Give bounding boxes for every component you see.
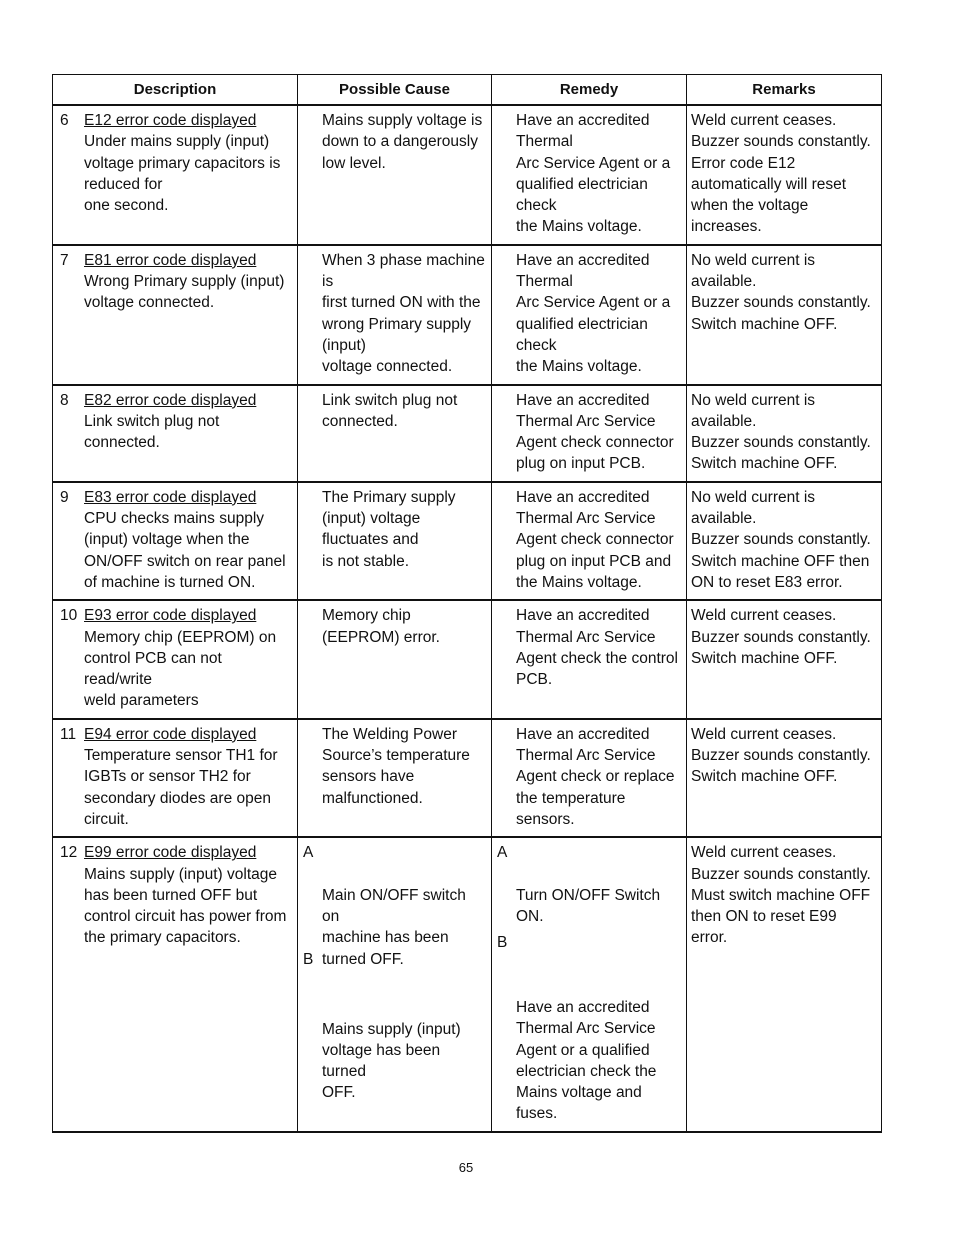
remedy-item-b bbox=[497, 934, 682, 1124]
remarks-cell: No weld current is available. Buzzer sounds constantly. Switch machine OFF then ON to reset E83 error. bbox=[687, 482, 882, 600]
table-row bbox=[53, 482, 882, 600]
error-code-title: E99 error code displayed bbox=[84, 844, 257, 862]
troubleshooting-table bbox=[52, 74, 882, 1133]
cause-letter-a: A bbox=[303, 844, 314, 862]
remedy-cell: Have an accredited Thermal Arc Service Agent or a qualified electrician check the Mains voltage. bbox=[492, 245, 687, 385]
possible-cause-cell: The Primary supply (input) voltage fluctuates and is not stable. bbox=[298, 482, 492, 600]
cause-item-a bbox=[303, 842, 487, 970]
row-number: 8 bbox=[60, 391, 69, 409]
remarks-cell: Weld current ceases. Buzzer sounds constantly. Switch machine OFF. bbox=[687, 719, 882, 837]
table-row bbox=[53, 719, 882, 837]
remedy-letter-b: B bbox=[497, 934, 508, 952]
remarks-cell: No weld current is available. Buzzer sounds constantly. Switch machine OFF. bbox=[687, 385, 882, 482]
possible-cause-cell: Memory chip (EEPROM) error. bbox=[298, 600, 492, 718]
row-number: 7 bbox=[60, 251, 69, 269]
table-row bbox=[53, 600, 882, 718]
remedy-letter-a: A bbox=[497, 844, 508, 862]
remedy-cell: Have an accredited Thermal Arc Service Agent check connector plug on input PCB. bbox=[492, 385, 687, 482]
cause-item-b bbox=[303, 950, 487, 1104]
table-row bbox=[53, 385, 882, 482]
description-cell bbox=[53, 837, 298, 1132]
row-number: 10 bbox=[60, 607, 78, 625]
description-cell bbox=[53, 385, 298, 482]
description-cell bbox=[53, 245, 298, 385]
possible-cause-cell: Mains supply voltage is down to a dangerously low level. bbox=[298, 105, 492, 245]
description-text: Mains supply (input) voltage has been turned OFF but control circuit has power from the primary capacitors. bbox=[84, 865, 287, 947]
remarks-cell: Weld current ceases. Buzzer sounds constantly. Switch machine OFF. bbox=[687, 600, 882, 718]
error-code-title: E12 error code displayed bbox=[84, 112, 257, 129]
header-possible-cause: Possible Cause bbox=[298, 75, 492, 106]
row-number: 9 bbox=[60, 488, 69, 506]
row-number: 12 bbox=[60, 844, 78, 862]
header-description: Description bbox=[53, 75, 298, 106]
remedy-cell: Have an accredited Thermal Arc Service Agent check connector plug on input PCB and the Mains voltage. bbox=[492, 482, 687, 600]
possible-cause-cell: When 3 phase machine is first turned ON with the wrong Primary supply (input) voltage connected. bbox=[298, 245, 492, 385]
description-text: Temperature sensor TH1 for IGBTs or sensor TH2 for secondary diodes are open circuit. bbox=[84, 747, 278, 828]
remarks-cell: Weld current ceases. Buzzer sounds constantly. Must switch machine OFF then ON to reset E99 error. bbox=[687, 837, 882, 1132]
possible-cause-cell: Link switch plug not connected. bbox=[298, 385, 492, 482]
header-remedy: Remedy bbox=[492, 75, 687, 106]
error-code-title: E93 error code displayed bbox=[84, 607, 257, 625]
description-text: CPU checks mains supply (input) voltage when the ON/OFF switch on rear panel of machine is turned ON. bbox=[84, 510, 286, 591]
table-row bbox=[53, 105, 882, 245]
error-code-title: E83 error code displayed bbox=[84, 488, 257, 506]
header-remarks: Remarks bbox=[687, 75, 882, 106]
remarks-cell: No weld current is available. Buzzer sounds constantly. Switch machine OFF. bbox=[687, 245, 882, 385]
description-cell bbox=[53, 719, 298, 837]
remedy-cell: Have an accredited Thermal Arc Service Agent check the control PCB. bbox=[492, 600, 687, 718]
remedy-cell: Have an accredited Thermal Arc Service Agent check or replace the temperature sensors. bbox=[492, 719, 687, 837]
table-row bbox=[53, 837, 882, 1132]
cause-text-b: Mains supply (input) voltage has been turned OFF. bbox=[322, 1020, 461, 1102]
description-text: Memory chip (EEPROM) on control PCB can not read/write weld parameters bbox=[84, 628, 277, 710]
description-cell bbox=[53, 600, 298, 718]
possible-cause-cell bbox=[298, 837, 492, 1132]
error-code-title: E81 error code displayed bbox=[84, 251, 257, 269]
remedy-cell bbox=[492, 837, 687, 1132]
row-number: 6 bbox=[60, 112, 69, 129]
remarks-cell: Weld current ceases. Buzzer sounds constantly. Error code E12 automatically will reset when the voltage increases. bbox=[687, 105, 882, 245]
description-text: Wrong Primary supply (input) voltage connected. bbox=[84, 273, 285, 312]
description-cell bbox=[53, 482, 298, 600]
remedy-text-b: Have an accredited Thermal Arc Service Agent or a qualified electrician check the Mains voltage and fuses. bbox=[516, 998, 657, 1123]
cause-letter-b: B bbox=[303, 950, 314, 968]
cause-text-a: Main ON/OFF switch on machine has been turned OFF. bbox=[322, 886, 466, 968]
remedy-text-a: Turn ON/OFF Switch ON. bbox=[516, 886, 661, 926]
remedy-cell: Have an accredited Thermal Arc Service Agent or a qualified electrician check the Mains voltage. bbox=[492, 105, 687, 245]
table-header-row bbox=[53, 75, 882, 106]
error-code-title: E82 error code displayed bbox=[84, 391, 257, 409]
remedy-item-a bbox=[497, 842, 682, 927]
description-text: Under mains supply (input) voltage primary capacitors is reduced for one second. bbox=[84, 133, 281, 215]
description-text: Link switch plug not connected. bbox=[84, 412, 220, 452]
description-cell bbox=[53, 105, 298, 245]
error-code-title: E94 error code displayed bbox=[84, 725, 257, 743]
page-number: 65 bbox=[458, 1160, 474, 1175]
possible-cause-cell: The Welding Power Source’s temperature sensors have malfunctioned. bbox=[298, 719, 492, 837]
row-number: 11 bbox=[60, 725, 77, 743]
table-row bbox=[53, 245, 882, 385]
